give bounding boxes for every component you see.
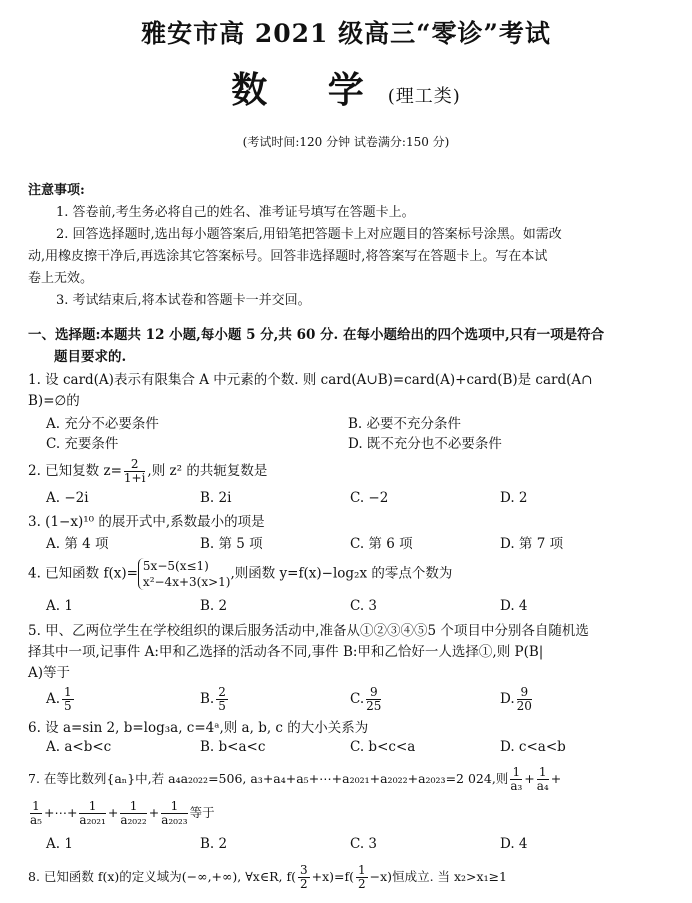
q5-option-d [500,686,534,713]
q3-option-c: C. 第 6 项 [350,536,413,552]
q5-c-label: C. [350,691,365,707]
q5-a-label: A. [46,691,61,707]
q5-b-frac [216,686,228,713]
q5-c-den: 25 [366,699,382,713]
subject-title [0,62,692,113]
q4-option-c: C. 3 [350,598,378,614]
q4-post: ,则函数 y=f(x)−log₂x 的零点个数为 [230,565,453,582]
question-8-stem: 8. 已知函数 f(x)的定义域为(−∞,+∞), ∀x∈R, f( $\frac{3}{2}$ +x)=f( $\frac{1}{2}$ −x)恒成立. 当 x₂>x₁≥1 [28,863,508,891]
q7-frac-a3 [510,766,522,793]
q3-option-a: A. 第 4 项 [46,536,109,552]
q1-option-c: C. 充要条件 [46,436,119,452]
q5-b-den: 5 [218,699,226,713]
q2-option-b: B. 2i [200,490,232,506]
q7-line1: 7. 在等比数列{aₙ}中,若 a₄a₂₀₂₂=506, a₃+a₄+a₅+⋯+a₂₀₂₁+a₂₀₂₂+a₂₀₂₃=2 024,则 [28,771,509,786]
q8-post: 恒成立. 当 x₂>x₁≥1 [392,869,508,884]
q4-option-d: D. 4 [500,598,528,614]
exam-meta: (考试时间:120 分钟 试卷满分:150 分) [242,135,450,149]
subject-note: (理工类) [387,86,461,107]
note-item: 动,用橡皮擦干净后,再选涂其它答案标号。回答非选择题时,将答案写在答题卡上。写在本试 [28,249,548,264]
exam-title: 雅安市高 2021 级高三“零诊”考试 [141,19,551,48]
question-7-stem-cont: $\frac{1}{\text{a₅}}$ +⋯+ $\frac{1}{\text{a₂₀₂₁}}$ + $\frac{1}{\text{a₂₀₂₂}}$ + $\frac{1}{\text{a₂₀₂₃}}$ 等于 [30,799,215,827]
q2-option-a: A. −2i [46,490,89,506]
q2-post: ,则 z² 的共轭复数是 [147,463,268,479]
q7-den-a2022: a₂₀₂₂ [120,813,147,827]
q2-num: 2 [124,458,146,472]
q7-frac-a2021 [79,800,105,827]
q2-fraction [124,458,146,485]
question-5-stem: 5. 甲、乙两位学生在学校组织的课后服务活动中,准备从①②③④⑤5 个项目中分别各自随机选 [28,623,589,639]
q1-option-d: D. 既不充分也不必要条件 [348,436,502,452]
q7-option-d: D. 4 [500,836,528,852]
question-1-stem-cont: B)=∅的 [28,393,80,409]
q5-option-b [200,686,230,713]
q5-option-c [350,686,383,713]
q7-den-a3: a₃ [510,779,523,793]
q7-frac-a4 [537,766,549,793]
question-4-stem [28,558,668,594]
question-6-stem: 6. 设 a=sin 2, b=log₃a, c=4ᵃ,则 a, b, c 的大小关系为 [28,720,369,736]
question-1-stem: 1. 设 card(A)表示有限集合 A 中元素的个数. 则 card(A∪B)=card(A)+card(B)是 card(A∩ [28,372,593,388]
q5-d-num: 9 [517,686,532,700]
q2-pre: 2. 已知复数 z= [28,463,122,479]
q8-n2: 1 [358,863,366,877]
q7-one: 1 [79,800,105,814]
question-7-stem: 7. 在等比数列{aₙ}中,若 a₄a₂₀₂₂=506, a₃+a₄+a₅+⋯+a₂₀₂₁+a₂₀₂₂+a₂₀₂₃=2 024,则 $\frac{1}{\text{a₃}}$ + $\frac{1}{\text{a₄}}$ + [28,765,562,793]
q8-pre: 8. 已知函数 f(x)的定义域为(−∞,+∞), ∀x∈R, f [28,869,292,884]
q7-den-a2023: a₂₀₂₃ [161,813,188,827]
question-5-stem-end: A)等于 [28,665,71,681]
q2-option-c: C. −2 [350,490,389,506]
q2-option-d: D. 2 [500,490,528,506]
q5-b-label: B. [200,691,215,707]
q5-option-a [46,686,76,713]
q7-frac-a2023 [161,800,187,827]
q1-option-b: B. 必要不充分条件 [348,416,462,432]
q5-c-frac [366,686,381,713]
question-5-stem-cont: 择其中一项,记事件 A:甲和乙选择的活动各不同,事件 B:甲和乙恰好一人选择①,则 P(B| [28,644,544,660]
q4-option-b: B. 2 [200,598,228,614]
q5-d-label: D. [500,691,515,707]
q7-option-b: B. 2 [200,836,228,852]
q4-case-2: x²−4x+3(x>1) [142,575,231,589]
note-item: 2. 回答选择题时,选出每小题答案后,用铅笔把答题卡上对应题目的答案标号涂黑。如需改 [56,227,562,242]
q7-mid: +⋯+ [43,805,78,820]
q6-option-a: A. a<b<c [46,739,112,755]
question-2-stem [28,458,668,485]
q4-pre: 4. 已知函数 f(x)= [28,565,138,582]
q8-n1: 3 [299,863,308,877]
q7-frac-a2022 [120,800,146,827]
q8-frac-2 [356,864,368,891]
note-item: 1. 答卷前,考生务必将自己的姓名、准考证号填写在答题卡上。 [56,205,415,220]
section-heading: 一、选择题:本题共 12 小题,每小题 5 分,共 60 分. 在每小题给出的四个选项中,只有一项是符合 [28,327,605,343]
q7-one: 1 [161,800,187,814]
q4-option-a: A. 1 [46,598,73,614]
note-item: 卷上无效。 [28,271,94,286]
section-heading-cont: 题目要求的. [54,349,127,365]
q4-case-1: 5x−5(x≤1) [142,559,209,573]
q5-b-num: 2 [218,685,226,699]
q4-piecewise [138,558,231,590]
note-item: 3. 考试结束后,将本试卷和答题卡一并交回。 [56,293,311,308]
q7-den-a5: a₅ [30,813,42,827]
q7-end: 等于 [189,805,215,820]
question-3-stem: 3. (1−x)¹⁰ 的展开式中,系数最小的项是 [28,514,265,530]
q1-option-a: A. 充分不必要条件 [46,416,159,432]
q3-option-d: D. 第 7 项 [500,536,564,552]
q6-option-c: C. b<c<a [350,739,416,755]
q7-one: 1 [120,800,146,814]
q8-d1: 2 [299,877,308,891]
q3-option-b: B. 第 5 项 [200,536,263,552]
q7-den-a2021: a₂₀₂₁ [79,813,106,827]
q5-d-frac [517,686,532,713]
q7-option-a: A. 1 [46,836,73,852]
q7-one: 1 [30,800,42,814]
q5-a-den: 5 [64,699,72,713]
q5-c-num: 9 [366,686,381,700]
q2-den: 1+i [123,471,146,485]
q5-a-num: 1 [64,685,72,699]
subject-name: 数 学 [231,69,388,111]
q8-frac-1 [298,864,310,891]
q7-one: 1 [537,766,549,780]
q6-option-b: B. b<a<c [200,739,266,755]
notes-heading: 注意事项: [28,183,85,198]
q6-option-d: D. c<a<b [500,739,566,755]
q8-d2: 2 [358,877,366,891]
q7-one: 1 [510,766,522,780]
q5-a-frac [62,686,74,713]
q7-frac-a5 [30,800,42,827]
q7-den-a4: a₄ [536,779,549,793]
q5-d-den: 20 [516,699,532,713]
q7-option-c: C. 3 [350,836,378,852]
